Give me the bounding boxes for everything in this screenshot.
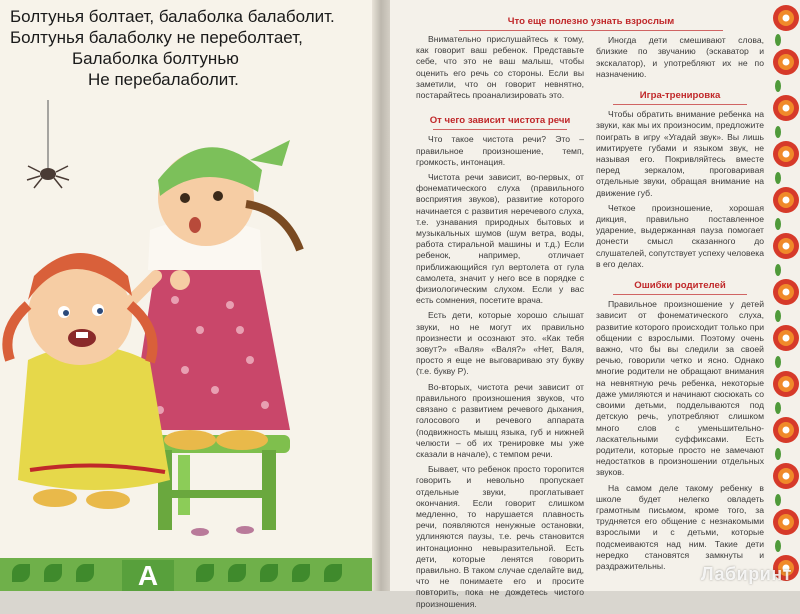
decorative-strip — [0, 558, 378, 591]
paragraph: Чистота речи зависит, во-первых, от фонематического слуха (правильного восприятия звуков), развитие которого начинается с развития неречевого слуха, т.е. узнавания природных бытовых и музыкальных шумов (шум ветра, воды, работа стиральной машины и т.д.) Если ребенок, например, отличает приближающийся гул вертолета от гула самолета, значит у него все в порядке с физиологическим слухом. Если у вас есть сомнения, посетите врача. — [416, 172, 584, 306]
leaf-icon — [76, 564, 94, 582]
petal — [191, 528, 209, 536]
leaf-icon — [12, 564, 30, 582]
leaf-icon — [260, 564, 278, 582]
rhyme-line-2: Болтунья балаболку не переболтает, — [10, 28, 303, 47]
text-column-right — [507, 14, 764, 576]
section-heading: От чего зависит чистота речи — [416, 115, 584, 126]
spider-icon — [27, 166, 69, 188]
book-gutter — [372, 0, 392, 591]
paragraph: Иногда дети смешивают слова, близкие по звучанию (эскаватор и экскалатор), и употребляют их не по назначению. — [596, 35, 764, 79]
section-heading: Ошибки родителей — [596, 280, 764, 291]
paragraph: Бывает, что ребенок просто торопится говорить и невольно пропускает отдельные звуки, проглатывает окончания. Если говорит слишком медленно, то нарушается плавность речи, появляются ненужные остановки, удлиняются паузы, т.е. речь становится интонационно невыразительной. Есть дети, которые ленятся говорить правильно. В таком случае сделайте вид, что не понимаете его и просите повторить, пока не дождетесь чистого произношения. — [416, 464, 584, 609]
leaf-icon — [292, 564, 310, 582]
rhyme-line-1: Болтунья болтает, балаболка балаболит. — [10, 7, 335, 26]
floral-border — [766, 0, 800, 591]
letter-tab: А — [122, 560, 174, 591]
intro-paragraph: Внимательно прислушайтесь к тому, как говорит ваш ребенок. Представьте себе, что это не ваш малыш, чтобы оценить его речь со стороны. Если вы заметили, что он говорит невнятно, постарайтесь проанализировать это. — [416, 34, 584, 101]
section-heading: Что еще полезно узнать взрослым — [426, 16, 756, 27]
stool — [150, 435, 290, 530]
paragraph: Чтобы обратить внимание ребенка на звуки, как мы их произносим, предложите поиграть в игру «Угадай звук». Вы лишь имитируете губами и языком звук, не называя его. Покривляйтесь вместе перед зеркалом, проговаривая отдельные звуки, обращая внимание на движение губ. — [596, 109, 764, 198]
paragraph: Что такое чистота речи? Это – правильное произношение, темп, громкость, интонация. — [416, 134, 584, 167]
paragraph: Правильное произношение у детей зависит от фонематического слуха, развитие которого происходит только при общении с взрослыми. Поэтому очень важно, что бы вы следили за своей речью, говорили четко и ясно. Однако многие родители не обращают внимания на невнятную речь ребенка, некоторые даже умиляются и начинают сюсюкать со своими детьми, подделываются под детскую речь, употребляют слишком много слов с уменьшительно-ласкательными суффиксами. Есть родители, которые просто не замечают недостатков в произношении отдельных звуков. — [596, 299, 764, 478]
leaf-icon — [44, 564, 62, 582]
section-heading: Игра-тренировка — [596, 90, 764, 101]
paragraph: Четкое произношение, хорошая дикция, правильно поставленное ударение, выдержанная пауза помогает донести смысл сказанного до слушателей, сопутствует успеху человека в его делах. — [596, 202, 764, 269]
paragraph: Есть дети, которые хорошо слышат звуки, но не могут их правильно произнести и осознают это. «Как тебя зовут?» «Валя» «Валя?» «Нет, Валя, просто я еще не выговариваю эту букву (т.е. букву Р). — [416, 310, 584, 377]
paragraph: На самом деле такому ребенку в школе будет нелегко овладеть грамотным письмом, кроме того, за трудняется его общение с незнакомыми взрослыми и с детьми, которые подсмеиваются над ним. Такие дети нередко становятся замкнуты и раздражительны. — [596, 482, 764, 571]
rhyme-line-3: Балаболка болтунью — [72, 49, 239, 68]
left-page — [0, 0, 378, 591]
tongue-twister — [10, 6, 370, 90]
paragraph: Во-вторых, чистота речи зависит от правильного произношения звуков, что связано с развитием речевого дыхания, голосового и речевого аппарата (подвижность мышц языка, губ и нижней челюсти – об их тренировке мы уже сказали в начале), с темпом речи. — [416, 381, 584, 459]
watermark: Лабиринт — [700, 564, 792, 584]
illustration-two-girls — [0, 100, 378, 560]
leaf-icon — [228, 564, 246, 582]
petal — [236, 526, 254, 534]
rhyme-line-4: Не перебалаболит. — [88, 70, 239, 89]
text-column-left — [416, 34, 584, 614]
right-page — [390, 0, 800, 609]
leaf-icon — [324, 564, 342, 582]
leaf-icon — [196, 564, 214, 582]
